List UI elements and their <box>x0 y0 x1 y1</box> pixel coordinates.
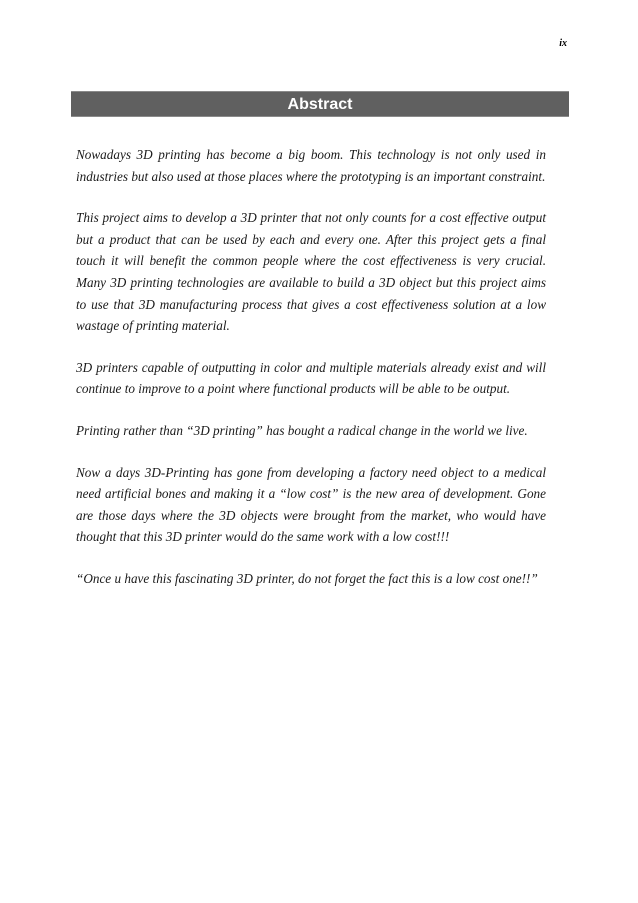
abstract-body <box>76 144 546 610</box>
paragraph: 3D printers capable of outputting in color and multiple materials already exist and will continue to improve to a point where functional products will be able to be output. <box>76 359 546 397</box>
paragraph: “Once u have this fascinating 3D printer, do not forget the fact this is a low cost one!!” <box>76 570 538 586</box>
paragraph: Now a days 3D-Printing has gone from developing a factory need object to a medical need artificial bones and making it a “low cost” is the new area of development. Gone are those days where the 3D objects were brought from the market, who would have thought that this 3D printer would do the same work with a low cost!!! <box>76 464 546 545</box>
paragraph: Printing rather than “3D printing” has bought a radical change in the world we live. <box>76 422 528 438</box>
paragraph: Nowadays 3D printing has become a big boom. This technology is not only used in industries but also used at those places where the prototyping is an important constraint. <box>76 147 546 184</box>
paragraph: This project aims to develop a 3D printer that not only counts for a cost effective output but a product that can be used by each and every one. After this project gets a final touch it will benefit the common people where the cost effectiveness is very crucial. Many 3D printing technologies are available to build a 3D object but this project aims to use that 3D manufacturing process that gives a cost effectiveness solution at a low wastage of printing material. <box>76 210 546 334</box>
page-number: ix <box>559 38 567 49</box>
section-heading-abstract: Abstract <box>71 91 569 117</box>
